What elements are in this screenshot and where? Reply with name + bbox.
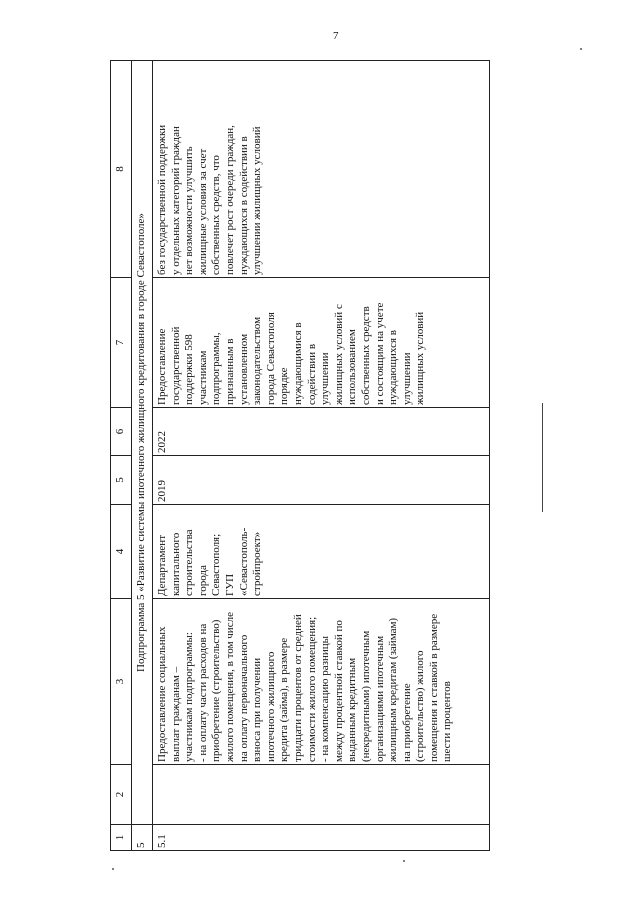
text-line: ипотечного жилищного [264,651,277,762]
subprogram-table [110,60,490,851]
text-line: «Севастополь- [237,527,250,596]
result-cell [153,278,490,408]
text-line: (строительство) жилого [414,650,427,762]
subprogram-row [132,61,153,851]
text-line: капитального [169,532,182,596]
text-line: выплат гражданам – [169,666,182,762]
text-line: города Севастополя [264,312,277,405]
text-line: помещения и ставкой в размере [427,613,440,762]
header-cell: 4 [111,505,132,599]
text-line: жилищным кредитам (займам) [387,617,400,762]
text-line: участникам подпрограммы: [183,632,196,762]
text-line: на оплату первоначального [237,634,250,762]
text-line: приобретение (строительство) [210,619,223,762]
text-line: участникам [196,350,209,405]
text-line: выданным кредитным [346,657,359,762]
text-line: собственных средств [359,306,372,405]
text-line: взноса при получении [251,657,264,762]
measure-cell [153,599,490,765]
text-line: нуждающимися в [291,322,304,405]
text-line: нет возможности улучшить [183,146,196,275]
text-line: организациями ипотечным [373,635,386,762]
consequence-cell [153,61,490,278]
subprogram-number: 5 [132,825,153,851]
text-line: между процентной ставкой по [332,620,345,762]
text-line: (некредитными) ипотечным [359,630,372,762]
text-line: стоимости жилого помещения; [305,616,318,762]
text-line: государственной [169,326,182,405]
text-line: признанным в [223,338,236,405]
text-line: улучшении [400,352,413,405]
text-line: Департамент [156,534,168,596]
header-cell: 8 [111,61,132,278]
text-line: жилищных условий [414,311,427,405]
header-row [111,61,132,851]
text-line: Севастополя; [210,533,223,596]
text-line: жилищные условия за счет [196,148,209,275]
text-line: жилищных условий с [332,304,345,405]
text-line: порядке [278,367,291,405]
text-line: ГУП [223,573,236,596]
text-line: кредита (займа), в размере [278,637,291,762]
row-number: 5.1 [153,825,490,851]
text-line: установленном [237,333,250,405]
header-cell: 3 [111,599,132,765]
header-cell: 2 [111,765,132,825]
header-cell: 7 [111,278,132,408]
text-line: Предоставление социальных [156,626,168,762]
header-cell: 6 [111,408,132,456]
text-line: строительства [183,529,196,596]
text-line: подпрограммы, [210,332,223,405]
text-line: законодательством [251,316,264,405]
text-line: и состоящим на учете [373,302,386,405]
text-line: без государственной поддержки [156,124,168,275]
scan-speck [403,860,405,862]
text-line: тридцати процентов от средней [291,614,304,762]
text-line: города [196,565,209,596]
text-line: нуждающихся в [387,330,400,405]
text-line: шести процентов [441,681,454,762]
margin-line [542,403,543,512]
row-col2 [153,765,490,825]
subprogram-title: Подпрограмма 5 «Развитие системы ипотечного жилищного кредитования в городе Севастополе» [132,61,153,825]
text-line: улучшении [319,352,332,405]
text-line: - на оплату части расходов на [196,623,209,762]
text-line: поддержки 598 [183,334,196,405]
text-line: собственных средств, что [210,155,223,275]
scan-speck [112,868,114,870]
header-cell: 1 [111,825,132,851]
text-line: содействии в [305,343,318,405]
scan-speck [580,48,582,50]
text-line: - на компенсацию разницы [319,635,332,762]
rotated-table-wrapper [110,61,490,851]
text-line: использованием [346,329,359,405]
text-line: на приобретение [400,683,413,762]
text-line: повлечет рост очереди граждан, [223,125,236,275]
text-line: нуждающихся в содействии в [237,136,250,275]
start-year: 2019 [153,456,490,505]
text-line: у отдельных категорий граждан [169,126,182,275]
text-line: стройпроект» [251,531,264,596]
page-number: 7 [333,30,339,42]
end-year: 2022 [153,408,490,456]
text-line: улучшении жилищных условий [251,126,264,275]
header-cell: 5 [111,456,132,505]
table-row [153,61,490,851]
executor-cell [153,505,490,599]
text-line: Предоставление [156,328,168,405]
text-line: жилого помещения, в том числе [223,612,236,762]
